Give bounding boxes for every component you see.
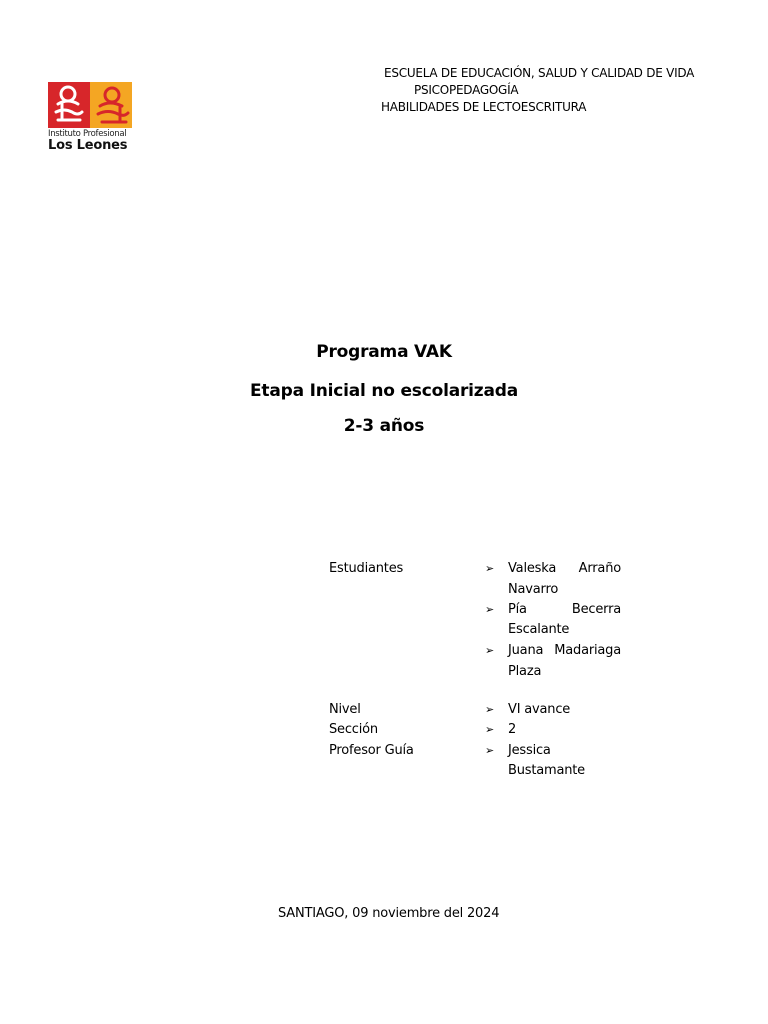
institution-logo [48, 82, 132, 154]
stage-title: Etapa Inicial no escolarizada [250, 381, 518, 401]
student-1-first: Valeska [508, 561, 557, 576]
section-label: Sección [329, 722, 378, 737]
arrow-bullet-icon: ➢ [485, 723, 495, 736]
student-2-middle: Becerra [571, 602, 621, 617]
student-2-first: Pía [508, 602, 527, 617]
level-label: Nivel [329, 702, 361, 717]
logo-subtitle: Instituto Profesional [48, 129, 127, 139]
header-program: PSICOPEDAGOGÍA [414, 83, 519, 97]
student-3-first: Juana [508, 643, 544, 658]
place-date: SANTIAGO, 09 noviembre del 2024 [278, 906, 500, 921]
teacher-last: Bustamante [508, 763, 585, 778]
student-1-middle: Arraño [578, 561, 621, 576]
arrow-bullet-icon: ➢ [485, 644, 495, 657]
lion-logo-icon [48, 82, 132, 128]
header-course: HABILIDADES DE LECTOESCRITURA [381, 100, 587, 114]
student-3-line1 [508, 643, 621, 658]
student-2-line1 [508, 602, 621, 617]
arrow-bullet-icon: ➢ [485, 744, 495, 757]
arrow-bullet-icon: ➢ [485, 703, 495, 716]
level-value: VI avance [508, 702, 571, 717]
student-1-last: Navarro [508, 582, 559, 597]
age-title: 2-3 años [343, 416, 425, 436]
program-title: Programa VAK [316, 342, 452, 362]
teacher-label: Profesor Guía [329, 743, 414, 758]
student-2-last: Escalante [508, 622, 570, 637]
arrow-bullet-icon: ➢ [485, 603, 495, 616]
students-label: Estudiantes [329, 561, 404, 576]
student-3-middle: Madariaga [554, 643, 621, 658]
header-school: ESCUELA DE EDUCACIÓN, SALUD Y CALIDAD DE VIDA [384, 66, 695, 80]
logo-title: Los Leones [48, 138, 128, 153]
teacher-first: Jessica [508, 743, 551, 758]
section-value: 2 [508, 722, 517, 737]
arrow-bullet-icon: ➢ [485, 562, 495, 575]
student-3-last: Plaza [508, 664, 542, 679]
student-1-line1 [508, 561, 621, 576]
